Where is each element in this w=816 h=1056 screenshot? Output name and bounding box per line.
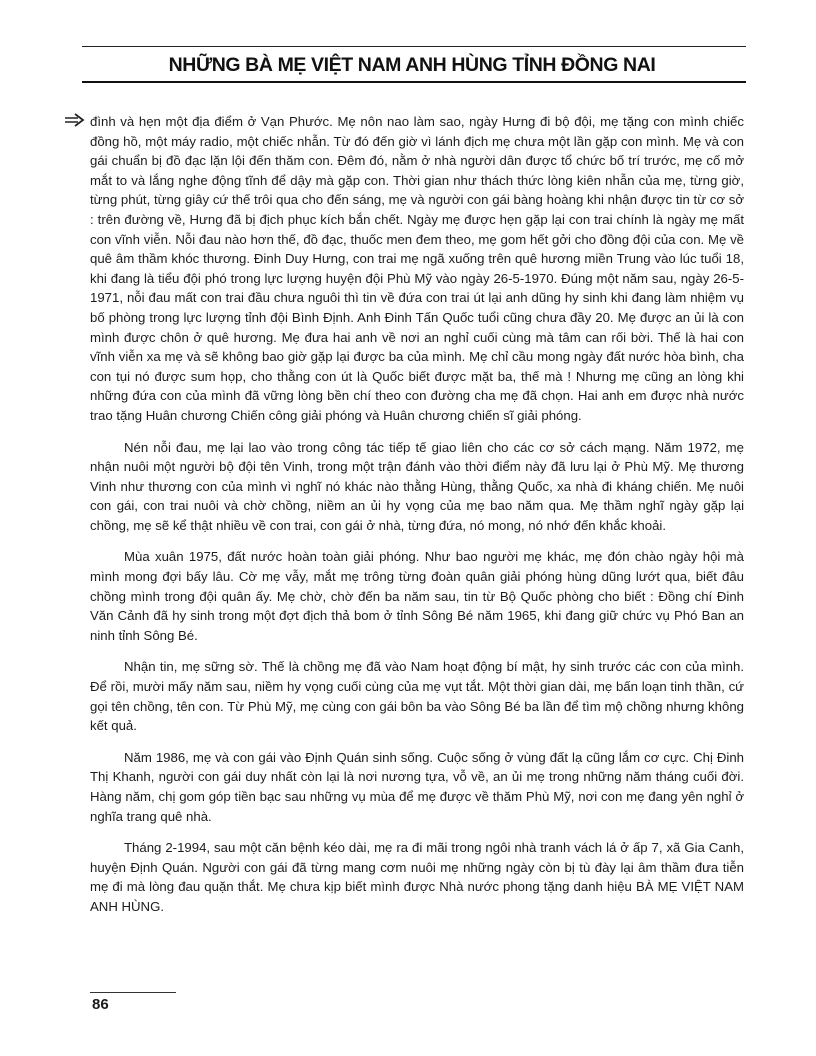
paragraph: Tháng 2-1994, sau một căn bệnh kéo dài, mẹ ra đi mãi trong ngôi nhà tranh vách lá ở ấp 7, xã Gia Canh, huyện Định Quán. Người con gái đã từng mang cơm nuôi mẹ những ngày còn bị tù đày lại âm thầm đưa tiễn mẹ đi mà lòng đau quặn thắt. Mẹ chưa kịp biết mình được Nhà nước phong tặng danh hiệu BÀ MẸ VIỆT NAM ANH HÙNG. (90, 840, 744, 914)
paragraph: Năm 1986, mẹ và con gái vào Định Quán sinh sống. Cuộc sống ở vùng đất lạ cũng lắm cơ cực. Chị Đinh Thị Khanh, người con gái duy nhất còn lại là nơi nương tựa, vỗ về, an ủi mẹ trong những năm tháng cuối đời. Hàng năm, chị gom góp tiền bạc sau những vụ mùa để mẹ được về thăm Phù Mỹ, nơi con mẹ đang yên nghỉ ở nghĩa trang quê nhà. (90, 749, 744, 824)
paragraph: đình và hẹn một địa điểm ở Vạn Phước. Mẹ nôn nao làm sao, ngày Hưng đi bộ đội, mẹ tặng con mình chiếc đồng hồ, một máy radio, một chiếc nhẫn. Từ đó đến giờ vì lánh địch mẹ chưa một lần gặp con mình. Mẹ và con gái chuẩn bị đồ đạc lặn lội đến thăm con. Đêm đó, nằm ở nhà người dân được tổ chức bố trí trước, mẹ cố mở mắt to và lắng nghe động tĩnh để dậy mà gặp con. Thời gian như thách thức lòng kiên nhẫn của mẹ, từng giờ, từng phút, từng giây cứ thế trôi qua cho đến sáng, mẹ và người con gái bàng hoàng khi nhận được tin từ cơ sở : trên đường về, Hưng đã bị địch phục kích bắn chết. Ngày mẹ được hẹn gặp lại con trai chính là ngày mẹ mất con vĩnh viễn. Nỗi đau nào hơn thế, đồ đạc, thuốc men đem theo, mẹ gom hết gởi cho đồng đội của con. Mẹ về quê âm thầm khóc thương. Đinh Duy Hưng, con trai mẹ ngã xuống trên quê hương miền Trung vào lúc tuổi 18, khi đang là tiểu đội phó trong lực lượng huyện đội Phù Mỹ vào ngày 26-5-1970. Đúng một năm sau, ngày 26-5-1971, nỗi đau mất con trai đầu chưa nguôi thì tin về đứa con trai út lại anh dũng hy sinh khi đang làm nhiệm vụ bố phòng trong lực lượng tỉnh đội Bình Định. Anh Đinh Tấn Quốc tuổi cũng chưa đầy 20. Mẹ được an ủi là con mình được chôn ở quê hương. Mẹ đưa hai anh về nơi an nghỉ cuối cùng mà tâm can rối bời. Thế là hai con vĩnh viễn xa mẹ và sẽ không bao giờ gặp lại được ba của mình. Mẹ chỉ cầu mong ngày đất nước hòa bình, cha con tụi nó được sum họp, cho thằng con út là Quốc biết được mặt ba, thế mà ! Nhưng mẹ cũng an lòng khi những đứa con của mình đã vững lòng bền chí theo con đường cha mẹ đã chọn. Hai anh em được nhà nước trao tặng Huân chương Chiến công giải phóng và Huân chương chiến sĩ giải phóng. (90, 114, 744, 423)
paragraph: Nhận tin, mẹ sững sờ. Thế là chồng mẹ đã vào Nam hoạt động bí mật, hy sinh trước các con của mình. Để rồi, mười mấy năm sau, niềm hy vọng cuối cùng của mẹ vụt tắt. Một thời gian dài, mẹ bấn loạn tinh thần, cứ gọi tên chồng, tên con. Từ Phù Mỹ, mẹ cùng con gái bôn ba vào Sông Bé ba lần để tìm mộ chồng nhưng không kết quả. (90, 659, 744, 734)
article-body (90, 112, 744, 929)
double-arrow-right-icon (64, 113, 86, 129)
paragraph: Mùa xuân 1975, đất nước hoàn toàn giải phóng. Như bao người mẹ khác, mẹ đón chào ngày hội mà mình mong đợi bấy lâu. Cờ mẹ vẫy, mắt mẹ trông từng đoàn quân giải phóng hùng dũng lướt qua, biết đâu chồng mình trong đội quân ấy. Mẹ chờ, chờ đến ba năm sau, tin từ Bộ Quốc phòng cho biết : Đồng chí Đinh Văn Cảnh đã hy sinh trong một đợt địch thả bom ở tỉnh Sông Bé năm 1965, khi đang giữ chức vụ Phó Ban an ninh tỉnh Sông Bé. (90, 549, 744, 643)
footer-rule (90, 992, 176, 993)
paragraph: Nén nỗi đau, mẹ lại lao vào trong công tác tiếp tế giao liên cho các cơ sở cách mạng. Năm 1972, mẹ nhận nuôi một người bộ đội tên Vinh, trong một trận đánh vào thời điểm này đã lưu lại ở Phù Mỹ. Mẹ thương Vinh như thương con của mình vì nghĩ nó khác nào thằng Hùng, thằng Quốc, xa nhà đi kháng chiến. Mẹ nuôi con gái, con trai nuôi và chờ chồng, niềm an ủi hy vọng của mẹ bao năm qua. Mẹ thầm nghĩ ngày gặp lại chồng, mẹ sẽ kể thật nhiều về con trai, con gái ở nhà, từng đứa, nó mong, nó nhớ đến khắc khoải. (90, 439, 744, 533)
page-number: 86 (92, 996, 109, 1013)
running-header-title: NHỮNG BÀ MẸ VIỆT NAM ANH HÙNG TỈNH ĐỒNG NAI (168, 54, 656, 76)
header-top-rule (82, 46, 746, 47)
header-rule (82, 81, 746, 83)
